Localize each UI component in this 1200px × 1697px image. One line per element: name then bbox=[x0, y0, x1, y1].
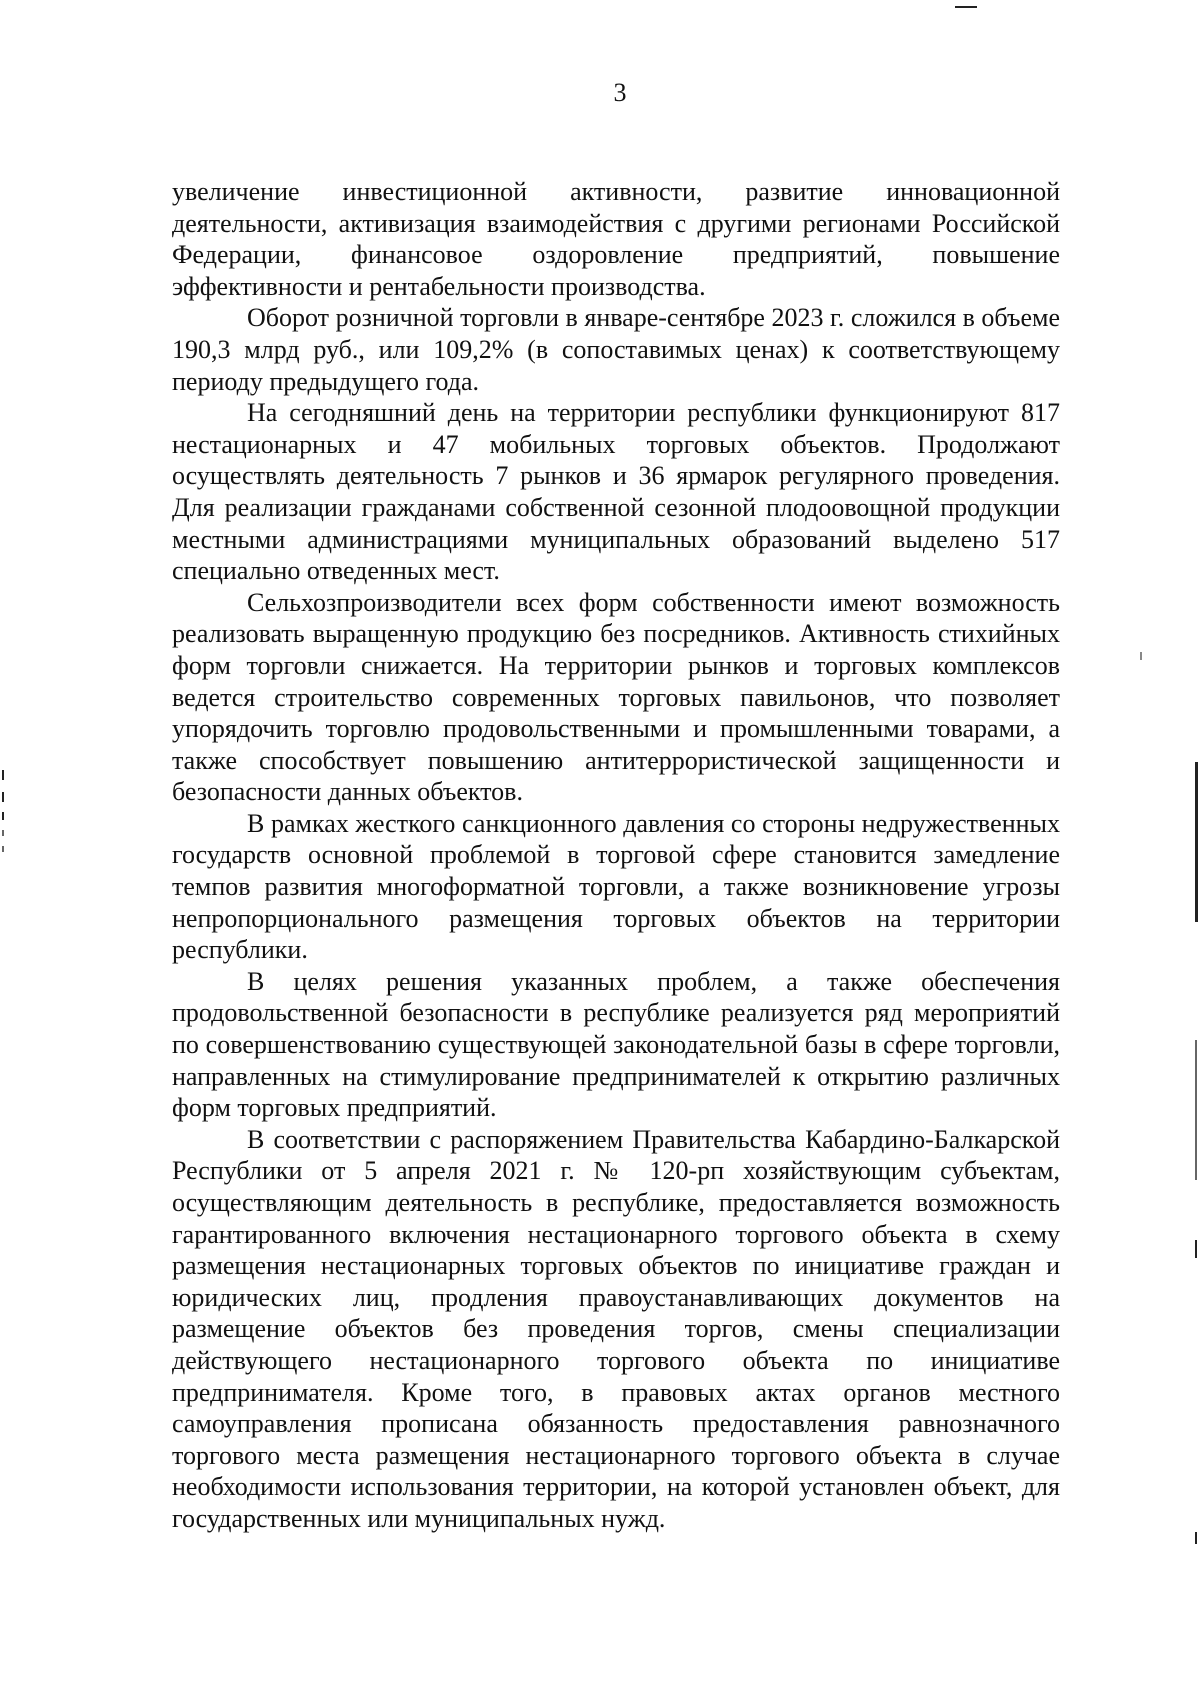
scan-mark-right-5 bbox=[1140, 652, 1142, 660]
paragraph-2: Оборот розничной торговли в январе-сентябре 2023 г. сложился в объеме 190,3 млрд руб., или 109,2% (в сопоставимых ценах) к соответствующему периоду предыдущего года. bbox=[172, 303, 1060, 396]
scan-mark-left-5 bbox=[2, 846, 4, 852]
paragraph-7: В соответствии с распоряжением Правительства Кабардино-Балкарской Республики от 5 апреля 2021 г. № 120-рп хозяйствующим субъектам, осуществляющим деятельность в республике, предоставляется возможность гарантированного включения нестационарного торгового объекта в схему размещения нестационарных торговых объектов по инициативе граждан и юридических лиц, продления правоустанавливающих документов на размещение объектов без проведения торгов, смены специализации действующего нестационарного торгового объекта по инициативе предпринимателя. Кроме того, в правовых актах органов местного самоуправления прописана обязанность предоставления равнозначного торгового места размещения нестационарного торгового объекта в случае необходимости использования территории, на которой установлен объект, для государственных или муниципальных нужд. bbox=[172, 1124, 1060, 1533]
scan-mark-left-1 bbox=[2, 770, 4, 780]
paragraph-3: На сегодняшний день на территории республики функционируют 817 нестационарных и 47 мобильных торговых объектов. Продолжают осуществлять деятельность 7 рынков и 36 ярмарок регулярного проведения. Для реализации гражданами собственной сезонной плодоовощной продукции местными администрациями муниципальных образований выделено 517 специально отведенных мест. bbox=[172, 398, 1060, 586]
paragraph-4: Сельхозпроизводители всех форм собственности имеют возможность реализовать выращенную продукцию без посредников. Активность стихийных форм торговли снижается. На территории рынков и торговых комплексов ведется строительство современных торговых павильонов, что позволяет упорядочить торговлю продовольственными и промышленными товарами, а также способствует повышению антитеррористической защищенности и безопасности данных объектов. bbox=[172, 587, 1060, 807]
paragraph-6: В целях решения указанных проблем, а также обеспечения продовольственной безопасности в республике реализуется ряд мероприятий по совершенствованию существующей законодательной базы в сфере торговли, направленных на стимулирование предпринимателей к открытию различных форм торговых предприятий. bbox=[172, 966, 1060, 1123]
scan-mark-right-2 bbox=[1195, 1040, 1197, 1180]
document-body bbox=[172, 176, 1060, 1535]
scan-mark-left-2 bbox=[2, 792, 4, 802]
scan-mark-right-4 bbox=[1195, 1532, 1197, 1544]
scan-mark-left-4 bbox=[2, 830, 4, 836]
scan-mark-top bbox=[955, 6, 977, 8]
scan-mark-right-1 bbox=[1195, 762, 1198, 922]
paragraph-1: увеличение инвестиционной активности, развитие инновационной деятельности, активизация взаимодействия с другими регионами Российской Федерации, финансовое оздоровление предприятий, повышение эффективности и рентабельности производства. bbox=[172, 177, 1060, 301]
page-number: 3 bbox=[613, 78, 627, 107]
scan-mark-right-3 bbox=[1195, 1240, 1197, 1258]
paragraph-5: В рамках жесткого санкционного давления со стороны недружественных государств основной проблемой в торговой сфере становится замедление темпов развития многоформатной торговли, а также возникновение угрозы непропорционального размещения торговых объектов на территории республики. bbox=[172, 808, 1060, 965]
scan-mark-left-3 bbox=[2, 812, 4, 820]
